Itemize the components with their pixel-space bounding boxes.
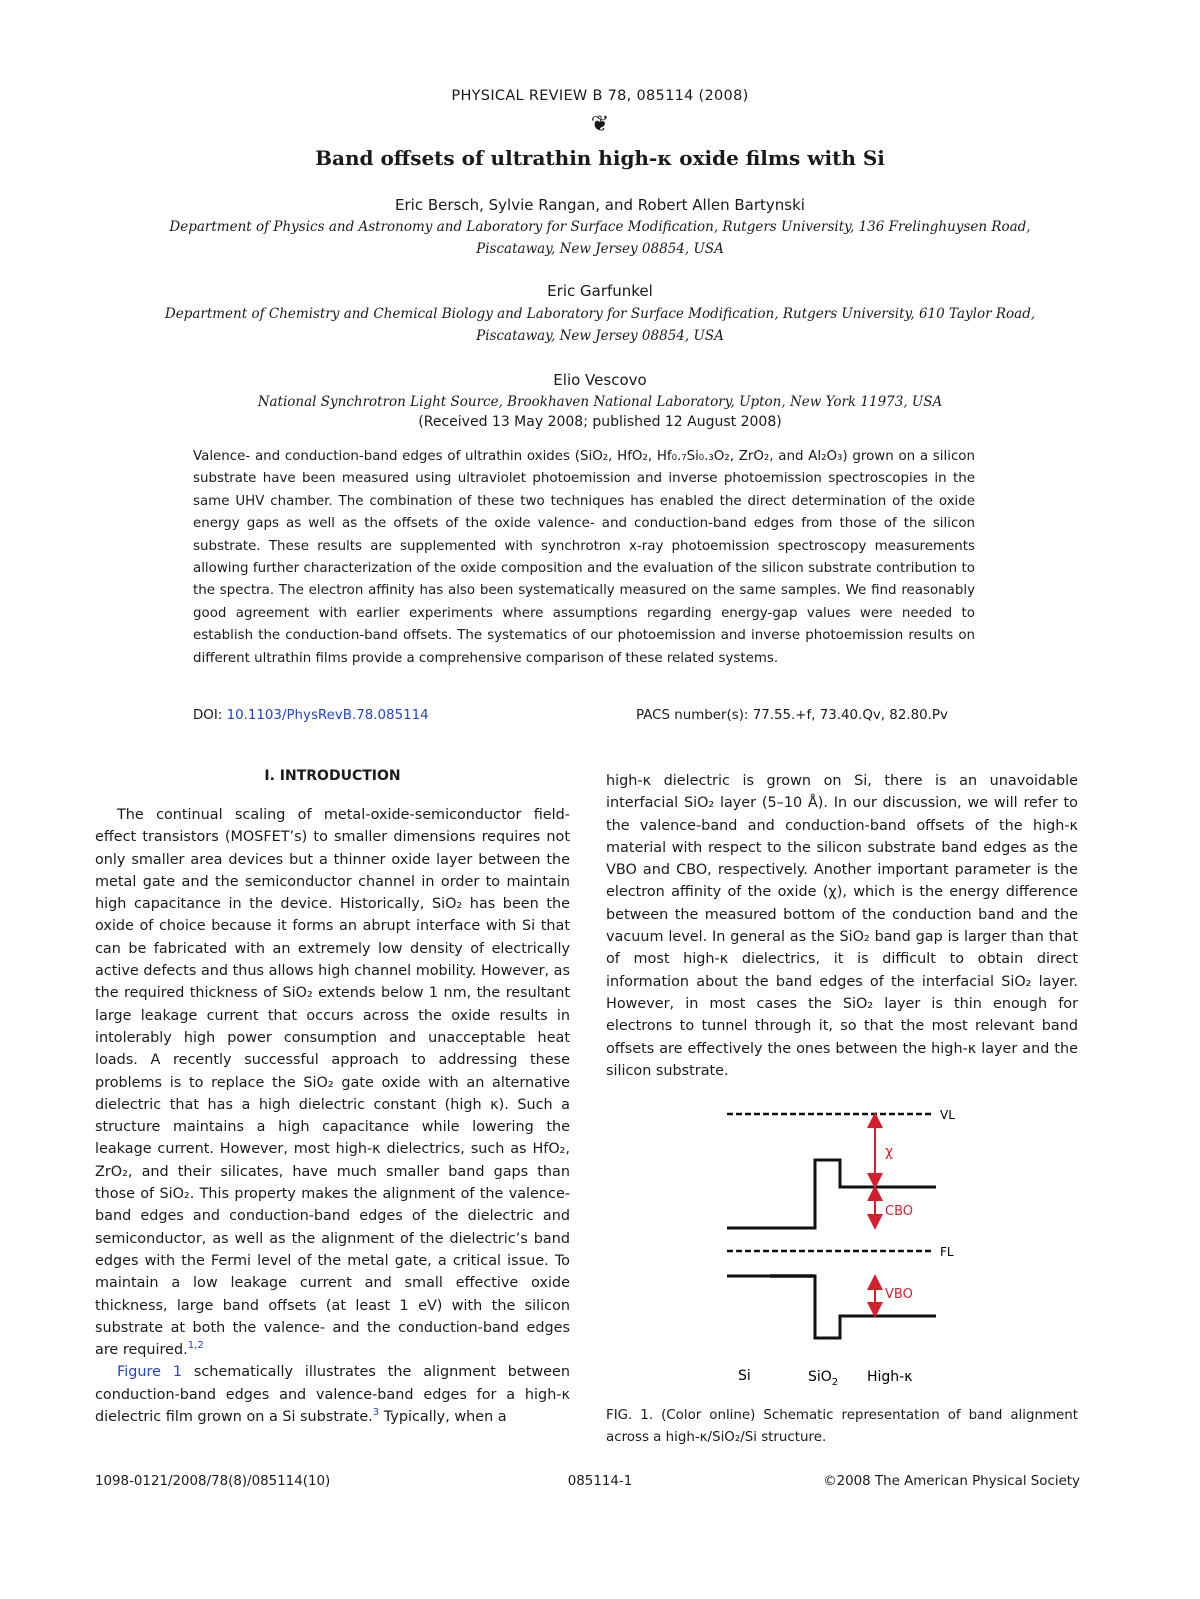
footer-copyright: ©2008 The American Physical Society bbox=[823, 1474, 1080, 1489]
paper-title: Band offsets of ultrathin high-κ oxide films with Si bbox=[315, 146, 885, 170]
author-names: Eric Garfunkel bbox=[547, 282, 653, 300]
reference-link[interactable]: 3 bbox=[372, 1407, 380, 1419]
abstract: Valence- and conduction-band edges of ultrathin oxides (SiO₂, HfO₂, Hf₀.₇Si₀.₃O₂, ZrO₂, and Al₂O₃) grown on a silicon substrate have been measured using ultraviolet photoemission and inverse photoemission spectroscopies in the same UHV chamber. The combination of these two techniques has enabled the direct determination of the oxide energy gaps as well as the offsets of the oxide valence- and conduction-band edges from those of the silicon substrate. These results are supplemented with synchrotron x-ray photoemission spectroscopy measurements allowing further characterization of the oxide composition and the evaluation of the silicon substrate contribution to the spectra. The electron affinity has also been systematically measured on the same samples. We find reasonably good agreement with earlier experiments where assumptions regarding energy-gap values were needed to establish the conduction-band offsets. The systematics of our photoemission and inverse photoemission results on different ultrathin films provide a comprehensive comparison of these related systems. bbox=[193, 449, 975, 666]
valence-band-edge bbox=[727, 1276, 936, 1338]
figure-link[interactable]: Figure 1 bbox=[117, 1364, 182, 1381]
intro-paragraph-2: Figure 1 schematically illustrates the alignment between conduction-band edges and valence-band edges for a high-κ dielectric film grown on a Si substrate.$^3$ Typically, when a bbox=[95, 1364, 571, 1426]
author-names: Elio Vescovo bbox=[553, 371, 647, 389]
intro-column-right bbox=[606, 770, 1078, 1082]
received-date: (Received 13 May 2008; published 12 August 2008) bbox=[418, 414, 782, 430]
affiliation: Department of Physics and Astronomy and Laboratory for Surface Modification, Rutgers University, 136 Frelinghuysen Road, Piscataway, New Jersey 08854, USA bbox=[169, 219, 1031, 257]
vbo-label: VBO bbox=[885, 1287, 913, 1302]
fl-label: FL bbox=[940, 1245, 954, 1259]
footer-left: 1098-0121/2008/78(8)/085114(10) bbox=[95, 1474, 331, 1489]
affiliation: Department of Chemistry and Chemical Biology and Laboratory for Surface Modification, Rutgers University, 610 Taylor Road, Piscataway, New Jersey 08854, USA bbox=[164, 306, 1036, 344]
doi-link[interactable]: 10.1103/PhysRevB.78.085114 bbox=[226, 708, 429, 723]
affiliation: National Synchrotron Light Source, Brookhaven National Laboratory, Upton, New York 11973, USA bbox=[257, 394, 943, 410]
doi: DOI: 10.1103/PhysRevB.78.085114 bbox=[193, 708, 429, 723]
figure-caption: FIG. 1. (Color online) Schematic representation of band alignment across a high-κ/SiO₂/Si structure. bbox=[606, 1408, 1078, 1445]
highk-label: High-κ bbox=[867, 1369, 913, 1385]
chi-label: χ bbox=[885, 1144, 894, 1160]
band-alignment-figure bbox=[700, 1098, 1000, 1398]
section-heading: I. INTRODUCTION bbox=[264, 768, 401, 784]
footer-page-number: 085114-1 bbox=[567, 1474, 633, 1489]
intro-paragraph-1: The continual scaling of metal-oxide-semiconductor field-effect transistors (MOSFET’s) to smaller dimensions requires not only smaller area devices but a thinner oxide layer between the metal gate and the semiconductor channel in order to maintain high capacitance in the device. Historically, SiO₂ has been the oxide of choice because it forms an abrupt interface with Si that can be fabricated with an extremely low density of electrically active defects and thus allows high channel mobility. However, as the required thickness of SiO₂ extends below 1 nm, the resultant large leakage current that occurs across the oxide results in intolerably high power consumption and unacceptable heat loads. A recently successful approach to addressing these problems is to replace the SiO₂ gate oxide with an alternative dielectric that has a high dielectric constant (high κ). Such a structure maintains a high capacitance while lowering the leakage current. However, most high-κ dielectrics, such as HfO₂, ZrO₂, and their silicates, have much smaller band gaps than those of SiO₂. This property makes the alignment of the valence-band edges and conduction-band edges of the dielectric and semiconductor, as well as the alignment of the dielectric’s band edges with the Fermi level of the metal gate, a critical issue. To maintain a low leakage current and small effective oxide thickness, large band offsets (at least 1 eV) with the silicon substrate at both the valence- and the conduction-band edges are required.$^{1,2}$ bbox=[95, 807, 570, 1359]
pacs-numbers: PACS number(s): 77.55.+f, 73.40.Qv, 82.80.Pv bbox=[636, 708, 948, 723]
journal-logo-icon: ❦ bbox=[590, 112, 610, 137]
intro-paragraph-continued: high-κ dielectric is grown on Si, there is an unavoidable interfacial SiO₂ layer (5–10 Å). In our discussion, we will refer to the valence-band and conduction-band offsets of the high-κ material with respect to the silicon substrate band edges as the VBO and CBO, respectively. Another important parameter is the electron affinity of the oxide (χ), which is the energy difference between the measured bottom of the conduction band and the vacuum level. In general as the SiO₂ band gap is larger than that of most high-κ dielectrics, it is difficult to obtain direct information about the band edges of the interfacial SiO₂ layer. However, in most cases the SiO₂ layer is thin enough for electrons to tunnel through it, so that the most relevant band offsets are effectively the ones between the high-κ layer and the silicon substrate. bbox=[606, 773, 1079, 1079]
si-label: Si bbox=[738, 1368, 751, 1384]
reference-link[interactable]: 1,2 bbox=[187, 1340, 204, 1352]
intro-column-left bbox=[95, 804, 570, 1428]
sio2-label: SiO$_2$ bbox=[808, 1369, 839, 1388]
journal-header: PHYSICAL REVIEW B 78, 085114 (2008) bbox=[451, 88, 749, 104]
author-names: Eric Bersch, Sylvie Rangan, and Robert Allen Bartynski bbox=[395, 196, 805, 214]
vl-label: VL bbox=[940, 1108, 955, 1122]
cbo-label: CBO bbox=[885, 1204, 913, 1219]
